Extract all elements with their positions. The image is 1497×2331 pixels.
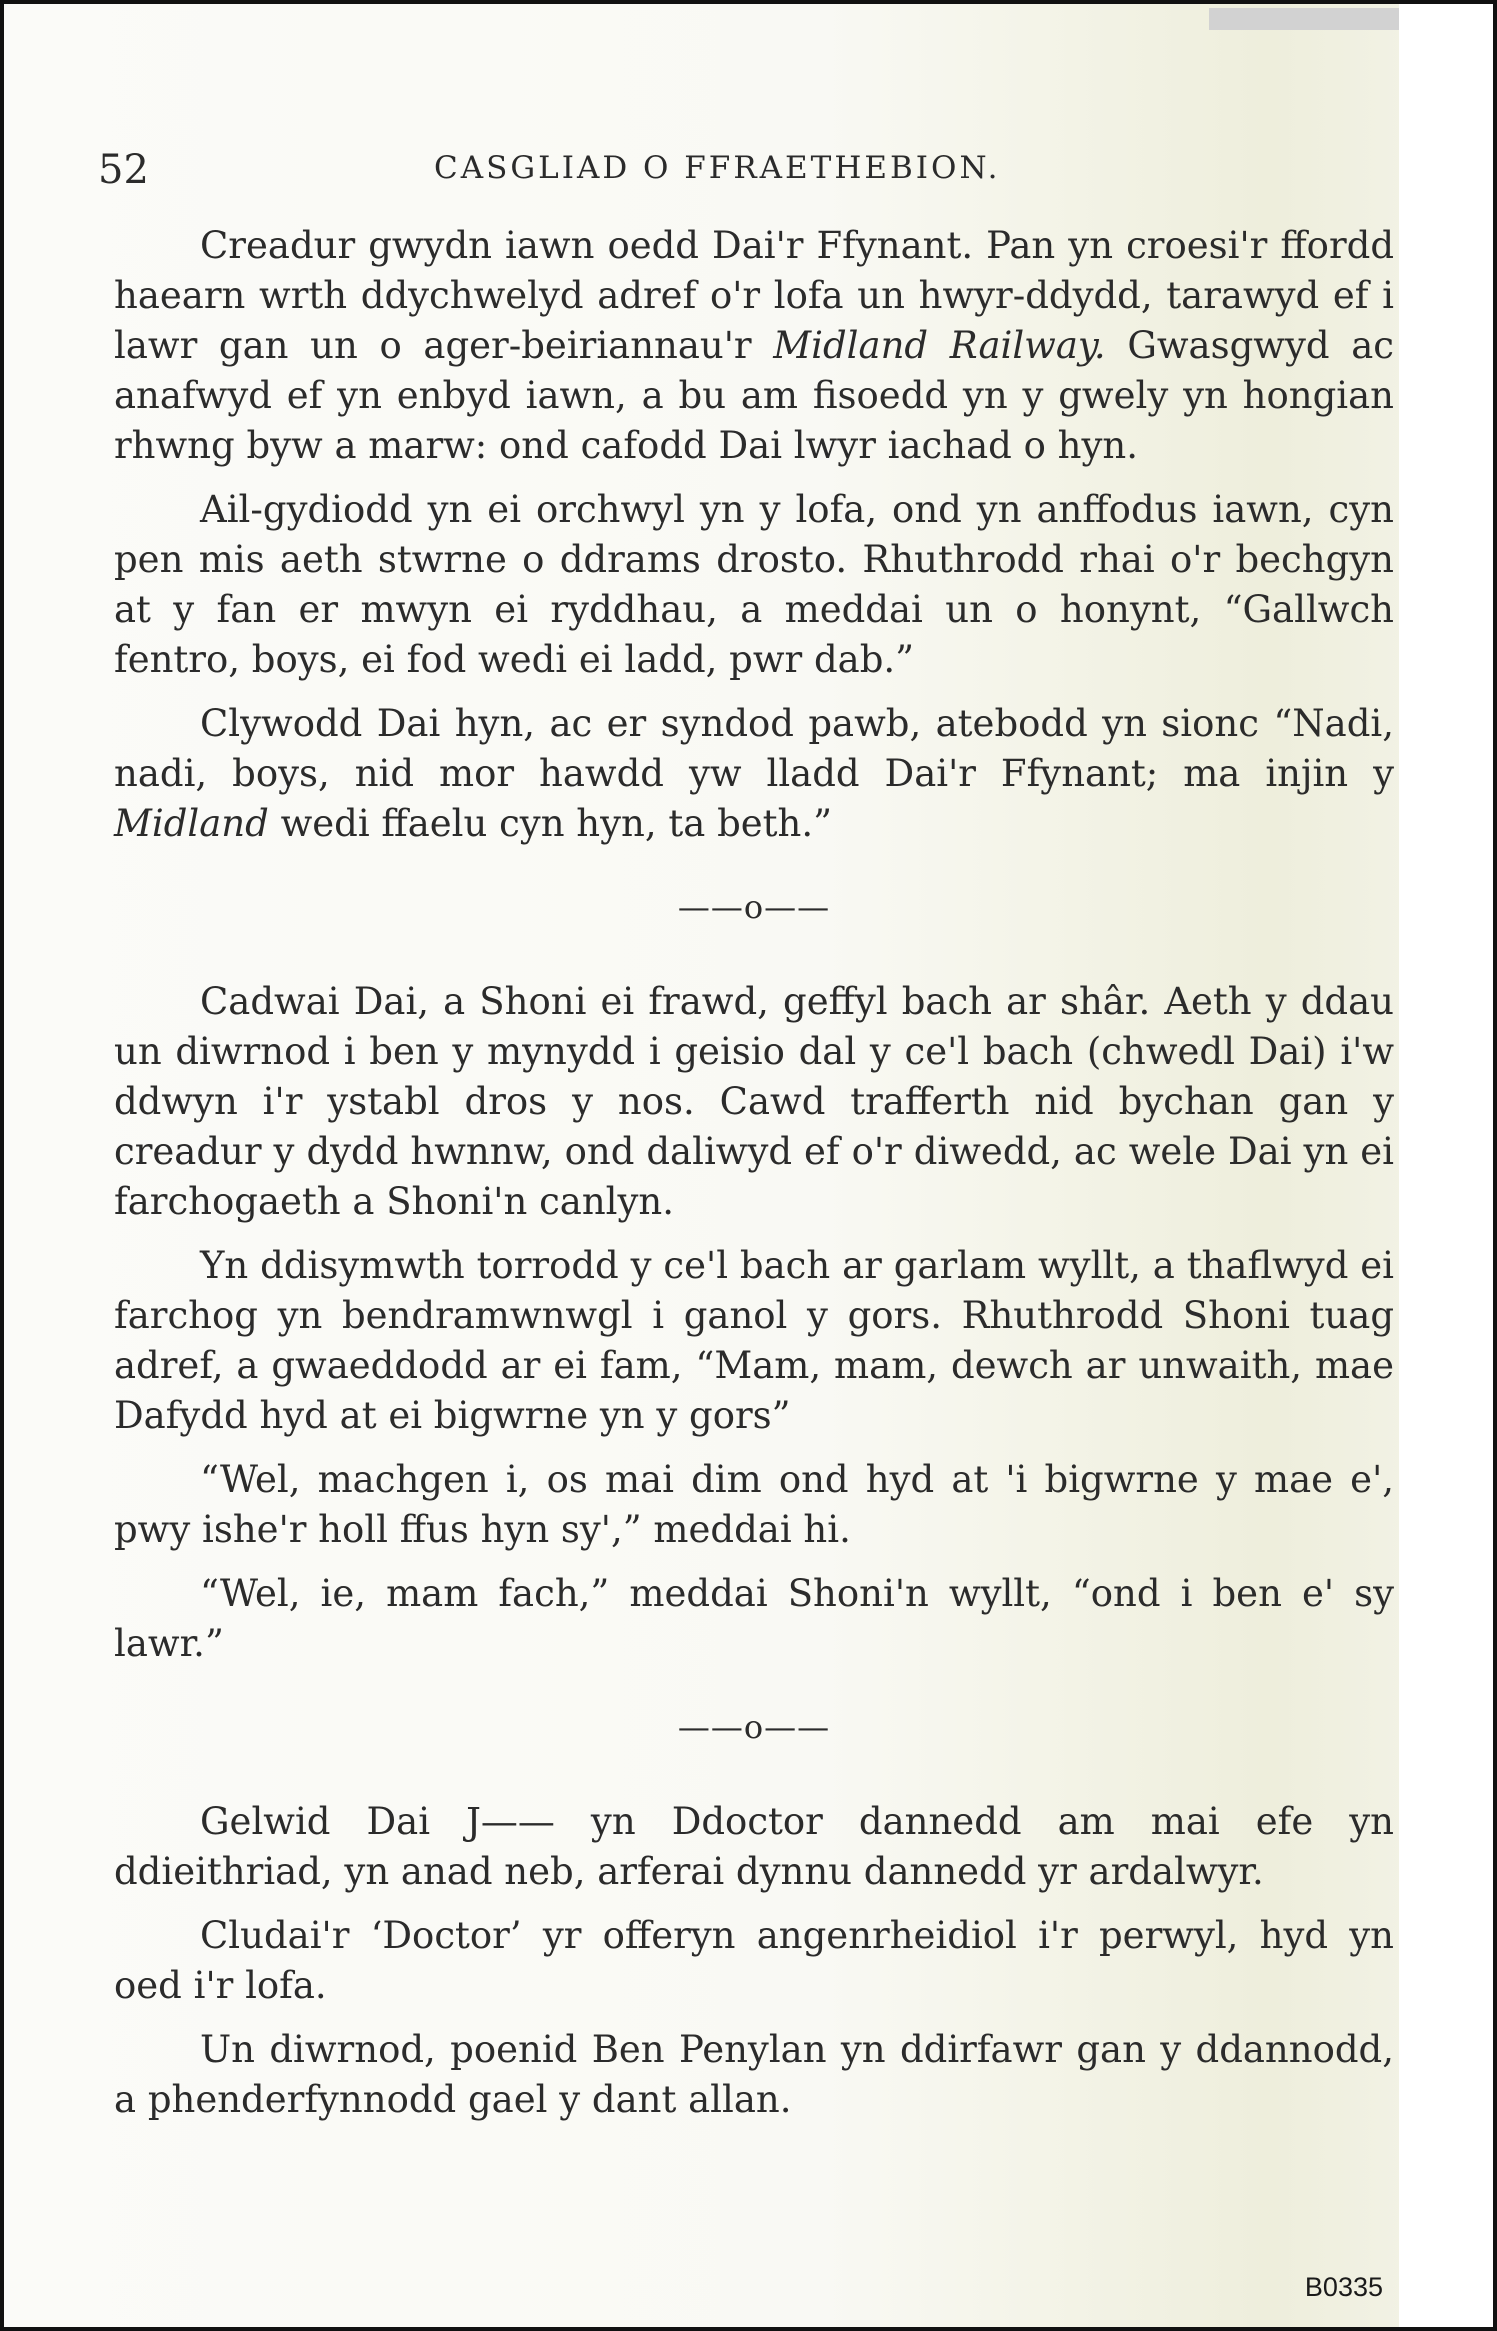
running-title: CASGLIAD O FFRAETHEBION. xyxy=(434,150,1001,186)
story3-paragraph-2: Cludai'r ‘Doctor’ yr offeryn angenrheidiol i'r perwyl, hyd yn oed i'r lofa. xyxy=(114,1914,1394,2007)
section-divider-1: ——o—— xyxy=(677,888,831,926)
story1-paragraph-2: Ail-gydiodd yn ei orchwyl yn y lofa, ond yn anffodus iawn, cyn pen mis aeth stwrne o ddrams drosto. Rhuthrodd rhai o'r bechgyn at y fan er mwyn ei ryddhau, a meddai un o honynt, “Gallwch fentro, boys, ei fod wedi ei ladd, pwr dab.” xyxy=(114,488,1394,681)
story1-p3-text-b: wedi ffaelu cyn hyn, ta beth.” xyxy=(268,802,833,845)
right-margin xyxy=(1399,4,1493,2327)
page-number: 52 xyxy=(98,147,149,193)
story1-paragraph-1 xyxy=(114,221,1394,471)
section-divider-2: ——o—— xyxy=(677,1708,831,1746)
story1-p3-text-a: Clywodd Dai hyn, ac er syndod pawb, atebodd yn sionc “Nadi, nadi, boys, nid mor hawdd yw lladd Dai'r Ffynant; ma injin y xyxy=(114,702,1394,795)
story1-p3-italic: Midland xyxy=(114,802,269,845)
page-text-area xyxy=(98,139,1394,2139)
reference-code: B0335 xyxy=(1304,2272,1383,2302)
scan-edge-strip xyxy=(1209,8,1399,30)
page-header xyxy=(98,139,1394,209)
story2-paragraph-3: “Wel, machgen i, os mai dim ond hyd at 'i bigwrne y mae e', pwy ishe'r holl ffus hyn sy',” meddai hi. xyxy=(114,1458,1394,1551)
story2-paragraph-2: Yn ddisymwth torrodd y ce'l bach ar garlam wyllt, a thaflwyd ei farchog yn bendramwnwgl i ganol y gors. Rhuthrodd Shoni tuag adref, a gwaeddodd ar ei fam, “Mam, mam, dewch ar unwaith, mae Dafydd hyd at ei bigwrne yn y gors” xyxy=(114,1244,1394,1437)
story2-paragraph-1: Cadwai Dai, a Shoni ei frawd, geffyl bach ar shâr. Aeth y ddau un diwrnod i ben y mynydd i geisio dal y ce'l bach (chwedl Dai) i'w ddwyn i'r ystabl dros y nos. Cawd trafferth nid bychan gan y creadur y dydd hwnnw, ond daliwyd ef o'r diwedd, ac wele Dai yn ei farchogaeth a Shoni'n canlyn. xyxy=(114,980,1394,1223)
story1-p1-text-b: Gwasgwyd ac anafwyd ef yn enbyd iawn, a bu am fisoedd yn y gwely yn hongian rhwng byw a marw: ond cafodd Dai lwyr iachad o hyn. xyxy=(114,324,1394,467)
story2-paragraph-4: “Wel, ie, mam fach,” meddai Shoni'n wyllt, “ond i ben e' sy lawr.” xyxy=(114,1572,1394,1665)
story1-p1-text-a: Creadur gwydn iawn oedd Dai'r Ffynant. Pan yn croesi'r ffordd haearn wrth ddychwelyd adref o'r lofa un hwyr-ddydd, tarawyd ef i lawr gan un o ager-beiriannau'r xyxy=(114,224,1394,367)
story1-paragraph-3 xyxy=(114,699,1394,849)
story1-p1-italic: Midland Railway. xyxy=(773,324,1106,367)
story3-paragraph-1: Gelwid Dai J—— yn Ddoctor dannedd am mai efe yn ddieithriad, yn anad neb, arferai dynnu dannedd yr ardalwyr. xyxy=(114,1800,1394,1893)
story3-paragraph-3: Un diwrnod, poenid Ben Penylan yn ddirfawr gan y ddannodd, a phenderfynnodd gael y dant allan. xyxy=(114,2028,1394,2121)
